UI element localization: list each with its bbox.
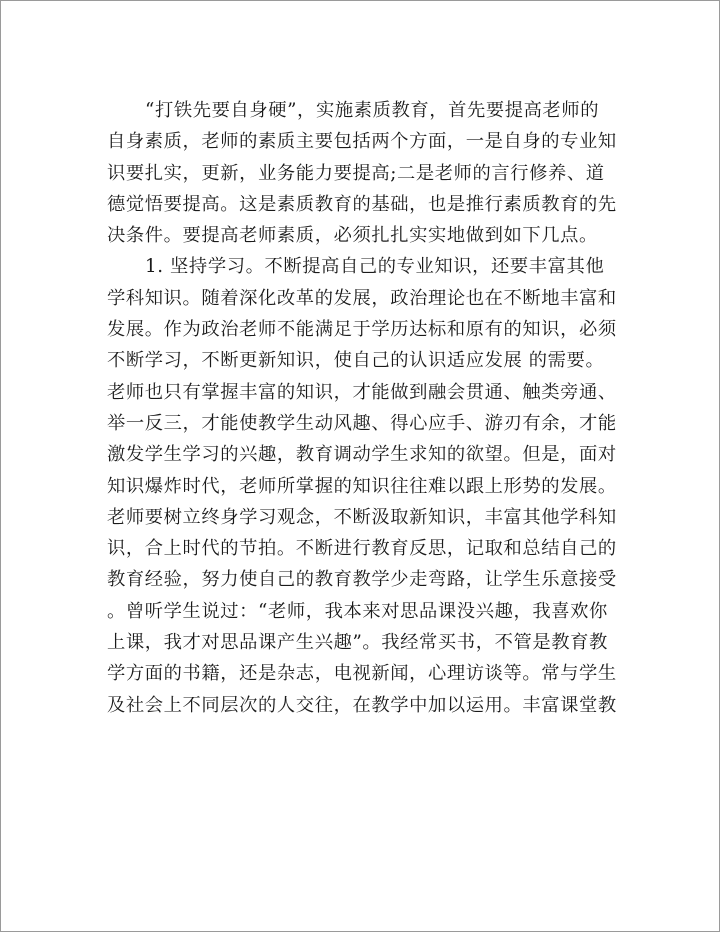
text-line: 及社会上不同层次的人交往，在教学中加以运用。丰富课堂教 <box>107 694 617 716</box>
text-line: “打铁先要自身硬”，实施素质教育，首先要提高老师的 <box>145 100 600 121</box>
text-line: 德觉悟要提高。这是素质教育的基础，也是推行素质教育的先 <box>107 193 617 215</box>
text-line: 决条件。要提高老师素质，必须扎扎实实地做到如下几点。 <box>107 225 598 247</box>
text-line: 教育经验，努力使自己的教育教学少走弯路，让学生乐意接受 <box>107 569 617 591</box>
text-line: 自身素质，老师的素质主要包括两个方面，一是自身的专业知 <box>107 131 617 153</box>
text-line: 学科知识。随着深化改革的发展，政治理论也在不断地丰富和 <box>107 287 617 309</box>
text-line: 上课，我才对思品课产生兴趣”。我经常买书，不管是教育教 <box>107 632 608 654</box>
text-line: 学方面的书籍，还是杂志，电视新闻，心理访谈等。常与学生 <box>107 663 617 685</box>
text-line: 识要扎实，更新，业务能力要提高;二是老师的言行修养、道 <box>107 162 605 184</box>
paragraph-1 <box>107 95 619 251</box>
document-body <box>107 95 619 721</box>
paragraph-2 <box>107 251 619 720</box>
text-line: 知识爆炸时代，老师所掌握的知识往往难以跟上形势的发展。 <box>107 475 617 497</box>
text-line: 老师也只有掌握丰富的知识，才能做到融会贯通、触类旁通、 <box>107 381 617 403</box>
text-line: 。曾听学生说过：“老师，我本来对思品课没兴趣，我喜欢你 <box>107 600 608 622</box>
text-line: 发展。作为政治老师不能满足于学历达标和原有的知识，必须 <box>107 319 617 341</box>
text-line: 识，合上时代的节拍。不断进行教育反思，记取和总结自己的 <box>107 538 617 560</box>
text-line: 老师要树立终身学习观念，不断汲取新知识，丰富其他学科知 <box>107 506 617 528</box>
text-line: 举一反三，才能使教学生动风趣、得心应手、游刃有余，才能 <box>107 412 617 434</box>
text-line: 1. 坚持学习。不断提高自己的专业知识，还要丰富其他 <box>145 256 605 278</box>
text-line: 不断学习，不断更新知识，使自己的认识适应发展 的需要。 <box>107 350 605 372</box>
text-line: 激发学生学习的兴趣，教育调动学生求知的欲望。但是，面对 <box>107 444 617 466</box>
